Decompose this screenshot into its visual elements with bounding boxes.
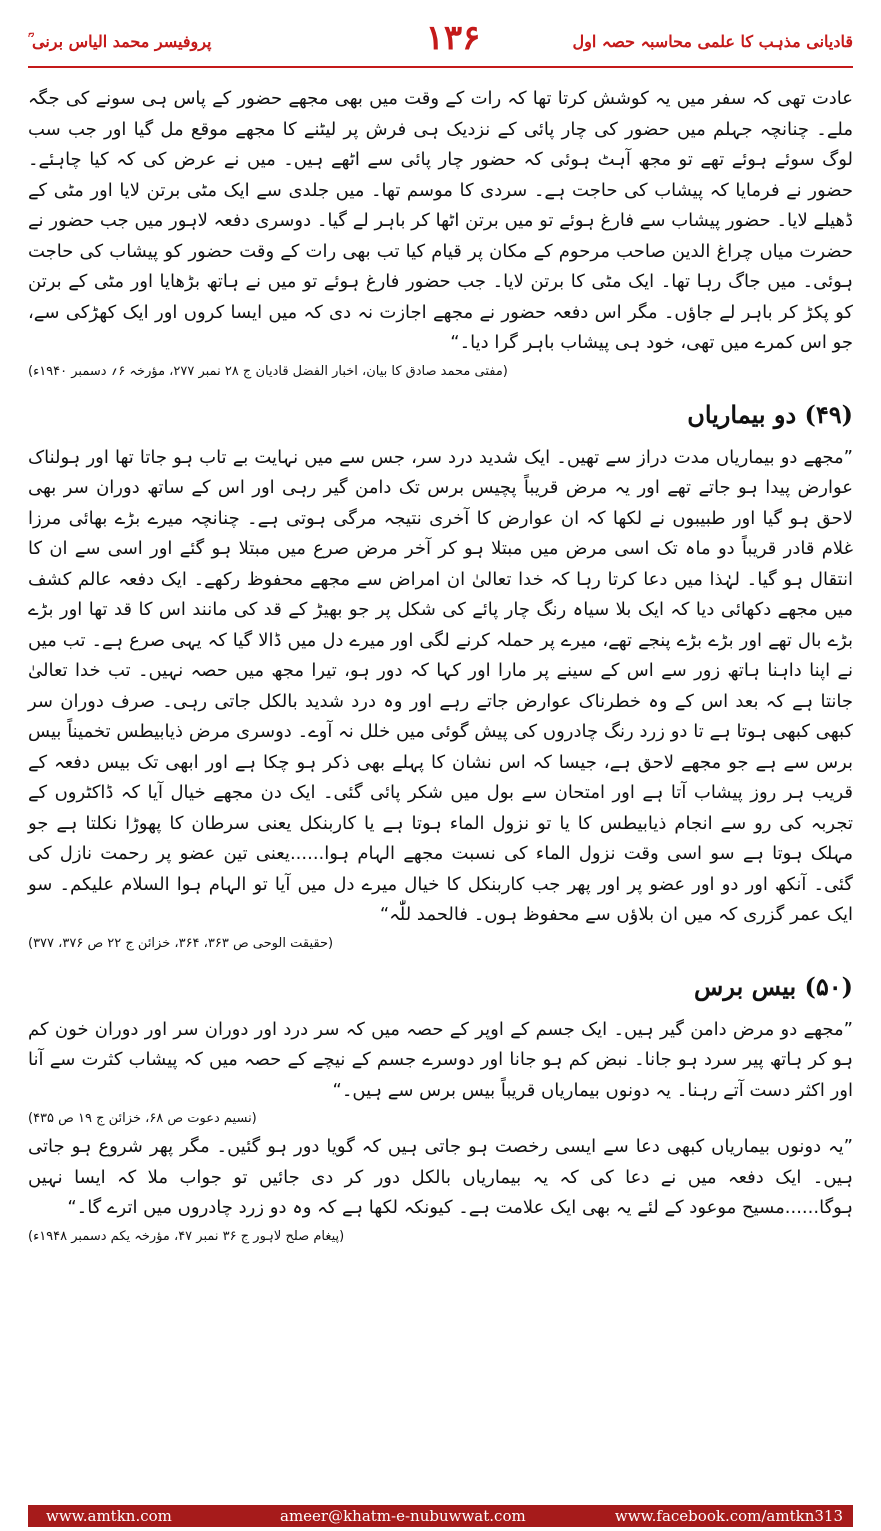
book-title: قادیانی مذہب کا علمی محاسبہ حصہ اول	[572, 32, 853, 51]
reference-1: (مفتی محمد صادق کا بیان، اخبار الفضل قادیان ج ۲۸ نمبر ۲۷۷، مؤرخہ ۶؍ دسمبر ۱۹۴۰ء)	[28, 363, 508, 379]
header-divider	[28, 66, 853, 68]
paragraph-3: ”مجھے دو مرض دامن گیر ہیں۔ ایک جسم کے اوپر کے حصہ میں کہ سر درد اور دوران سر اور دوران خون کم ہو کر ہاتھ پیر سرد ہو جانا۔ نبض کم ہو جانا اور دوسرے جسم کے نیچے کے حصہ میں کہ پیشاب کثرت سے آنا اور اکثر دست آتے رہنا۔ یہ دونوں بیماریاں قریباً بیس برس سے ہیں۔“	[28, 1018, 853, 1101]
facebook-link[interactable]: www.facebook.com/amtkn313	[614, 1507, 843, 1525]
paragraph-4: ”یہ دونوں بیماریاں کبھی دعا سے ایسی رخصت ہو جاتی ہیں کہ گویا دور ہو گئیں۔ مگر پھر شروع ہو جاتی ہیں۔ ایک دفعہ میں نے دعا کی کہ یہ بیماریاں بالکل دور کر دی جائیں تو جواب ملا کہ ایسا نہیں ہوگا......مسیح موعود کے لئے یہ بھی ایک علامت ہے۔ کیونکہ لکھا ہے کہ وہ دو زرد چادروں میں اترے گا۔“	[28, 1136, 853, 1218]
website-link[interactable]: www.amtkn.com	[46, 1507, 172, 1525]
page-footer	[28, 1505, 853, 1527]
reference-4: (پیغام صلح لاہور ج ۳۶ نمبر ۴۷، مؤرخہ یکم دسمبر ۱۹۴۸ء)	[28, 1228, 345, 1244]
section-heading-49: (۴۹) دو بیماریاں	[687, 399, 853, 429]
paragraph-1: عادت تھی کہ سفر میں یہ کوشش کرتا تھا کہ رات کے وقت میں بھی مجھے حضور کے پاس ہی سونے کی جگہ ملے۔ چنانچہ جہلم میں حضور کی چار پائی کے نزدیک ہی فرش پر لیٹنے کا مجھے موقع مل گیا اور جب سب لوگ سوئے ہوئے تھے تو مجھ آہٹ ہوئی کہ حضور چار پائی سے اٹھے ہیں۔ میں نے عرض کی کہ کیا چاہئے۔ حضور نے فرمایا کہ پیشاب کی حاجت ہے۔ سردی کا موسم تھا۔ میں جلدی سے ایک مٹی برتن لایا اور مٹی کے ڈھیلے لایا۔ حضور پیشاب سے فارغ ہوئے تو میں برتن اٹھا کر باہر لے گیا۔ دوسری دفعہ لاہور میں جب حضور نے حضرت میاں چراغ الدین صاحب مرحوم کے مکان پر قیام کیا تب بھی رات کے وقت حضور کو پیشاب کی حاجت ہوئی۔ میں جاگ رہا تھا۔ ایک مٹی کا برتن لایا۔ جب حضور فارغ ہوئے تو میں نے ہاتھ بڑھایا اور مٹی کے برتن کو پکڑ کر باہر لے جاؤں۔ مگر اس دفعہ حضور نے مجھے اجازت نہ دی کہ میں ایسا کروں اور ایک کھڑکی سے، جو اس کمرے میں تھی، خود ہی پیشاب باہر گرا دیا۔“	[28, 88, 853, 353]
page-number: ۱۳۶	[425, 18, 481, 58]
section-heading-50: (۵۰) بیس برس	[694, 971, 853, 1001]
paragraph-2: ”مجھے دو بیماریاں مدت دراز سے تھیں۔ ایک شدید درد سر، جس سے میں نہایت بے تاب ہو جاتا تھا اور ہولناک عوارض پیدا ہو جاتے تھے اور یہ مرض قریباً پچیس برس تک دامن گیر رہی اور اس کے ساتھ دوران سر بھی لاحق ہو گیا اور طبیبوں نے لکھا کہ ان عوارض کا آخری نتیجہ مرگی ہوتی ہے۔ چنانچہ میرے بڑے بھائی مرزا غلام قادر قریباً دو ماہ تک اسی مرض میں مبتلا ہو کر آخر مرض صرع میں مبتلا ہو گئے اور اسی سے ان کا انتقال ہو گیا۔ لہٰذا میں دعا کرتا رہا کہ خدا تعالیٰ ان امراض سے مجھے محفوظ رکھے۔ ایک دفعہ عالم کشف میں مجھے دکھائی دیا کہ ایک بلا سیاہ رنگ چار پائے کی شکل پر جو بھیڑ کے قد کی مانند اس کا قد تھا اور بڑے بڑے بال تھے اور بڑے بڑے پنجے تھے، میرے پر حملہ کرنے لگی اور میرے دل میں ڈالا گیا کہ یہی صرع ہے۔ تب میں نے اپنا داہنا ہاتھ زور سے اس کے سینے پر مارا اور کہا کہ دور ہو، تیرا مجھ میں حصہ نہیں۔ تب خدا تعالیٰ جانتا ہے کہ بعد اس کے وہ خطرناک عوارض جاتے رہے اور وہ درد شدید بالکل جاتی رہی۔ صرف دوران سر کبھی کبھی ہوتا ہے تا دو زرد رنگ چادروں کی پیش گوئی میں خلل نہ آوے۔ دوسری مرض ذیابیطس تخمیناً بیس برس سے ہے جو مجھے لاحق ہے، جیسا کہ اس نشان کا پہلے بھی ذکر ہو چکا ہے اور ابھی تک بیس دفعہ کے قریب ہر روز پیشاب آتا ہے اور امتحان سے بول میں شکر پائی گئی۔ ایک دن مجھے خیال آیا کہ ڈاکٹروں کے تجربہ کی رو سے انجام ذیابیطس کا یا تو نزول الماء ہوتا ہے یا کاربنکل یعنی سرطان کا پھوڑا نکلتا ہے جو مہلک ہوتا ہے سو اسی وقت نزول الماء کی نسبت مجھے الہام ہوا......یعنی تین عضو پر رحمت نازل کی گئی۔ آنکھ اور دو اور عضو پر اور پھر جب کاربنکل کا خیال میرے دل میں آیا تو الہام ہوا السلام علیکم۔ سو ایک عمر گزری کہ میں ان بلاؤں سے محفوظ ہوں۔ فالحمد للّٰہ“	[28, 446, 853, 925]
reference-2: (حقیقت الوحی ص ۳۶۳، ۳۶۴، خزائن ج ۲۲ ص ۳۷۶، ۳۷۷)	[28, 935, 334, 951]
email-link[interactable]: ameer@khatm-e-nubuwwat.com	[280, 1507, 526, 1525]
reference-3: (نسیم دعوت ص ۶۸، خزائن ج ۱۹ ص ۴۳۵)	[28, 1111, 257, 1126]
author-name: پروفیسر محمد الیاس برنی ؒ	[28, 32, 212, 51]
page-header	[28, 14, 853, 64]
page-body	[28, 84, 853, 1250]
